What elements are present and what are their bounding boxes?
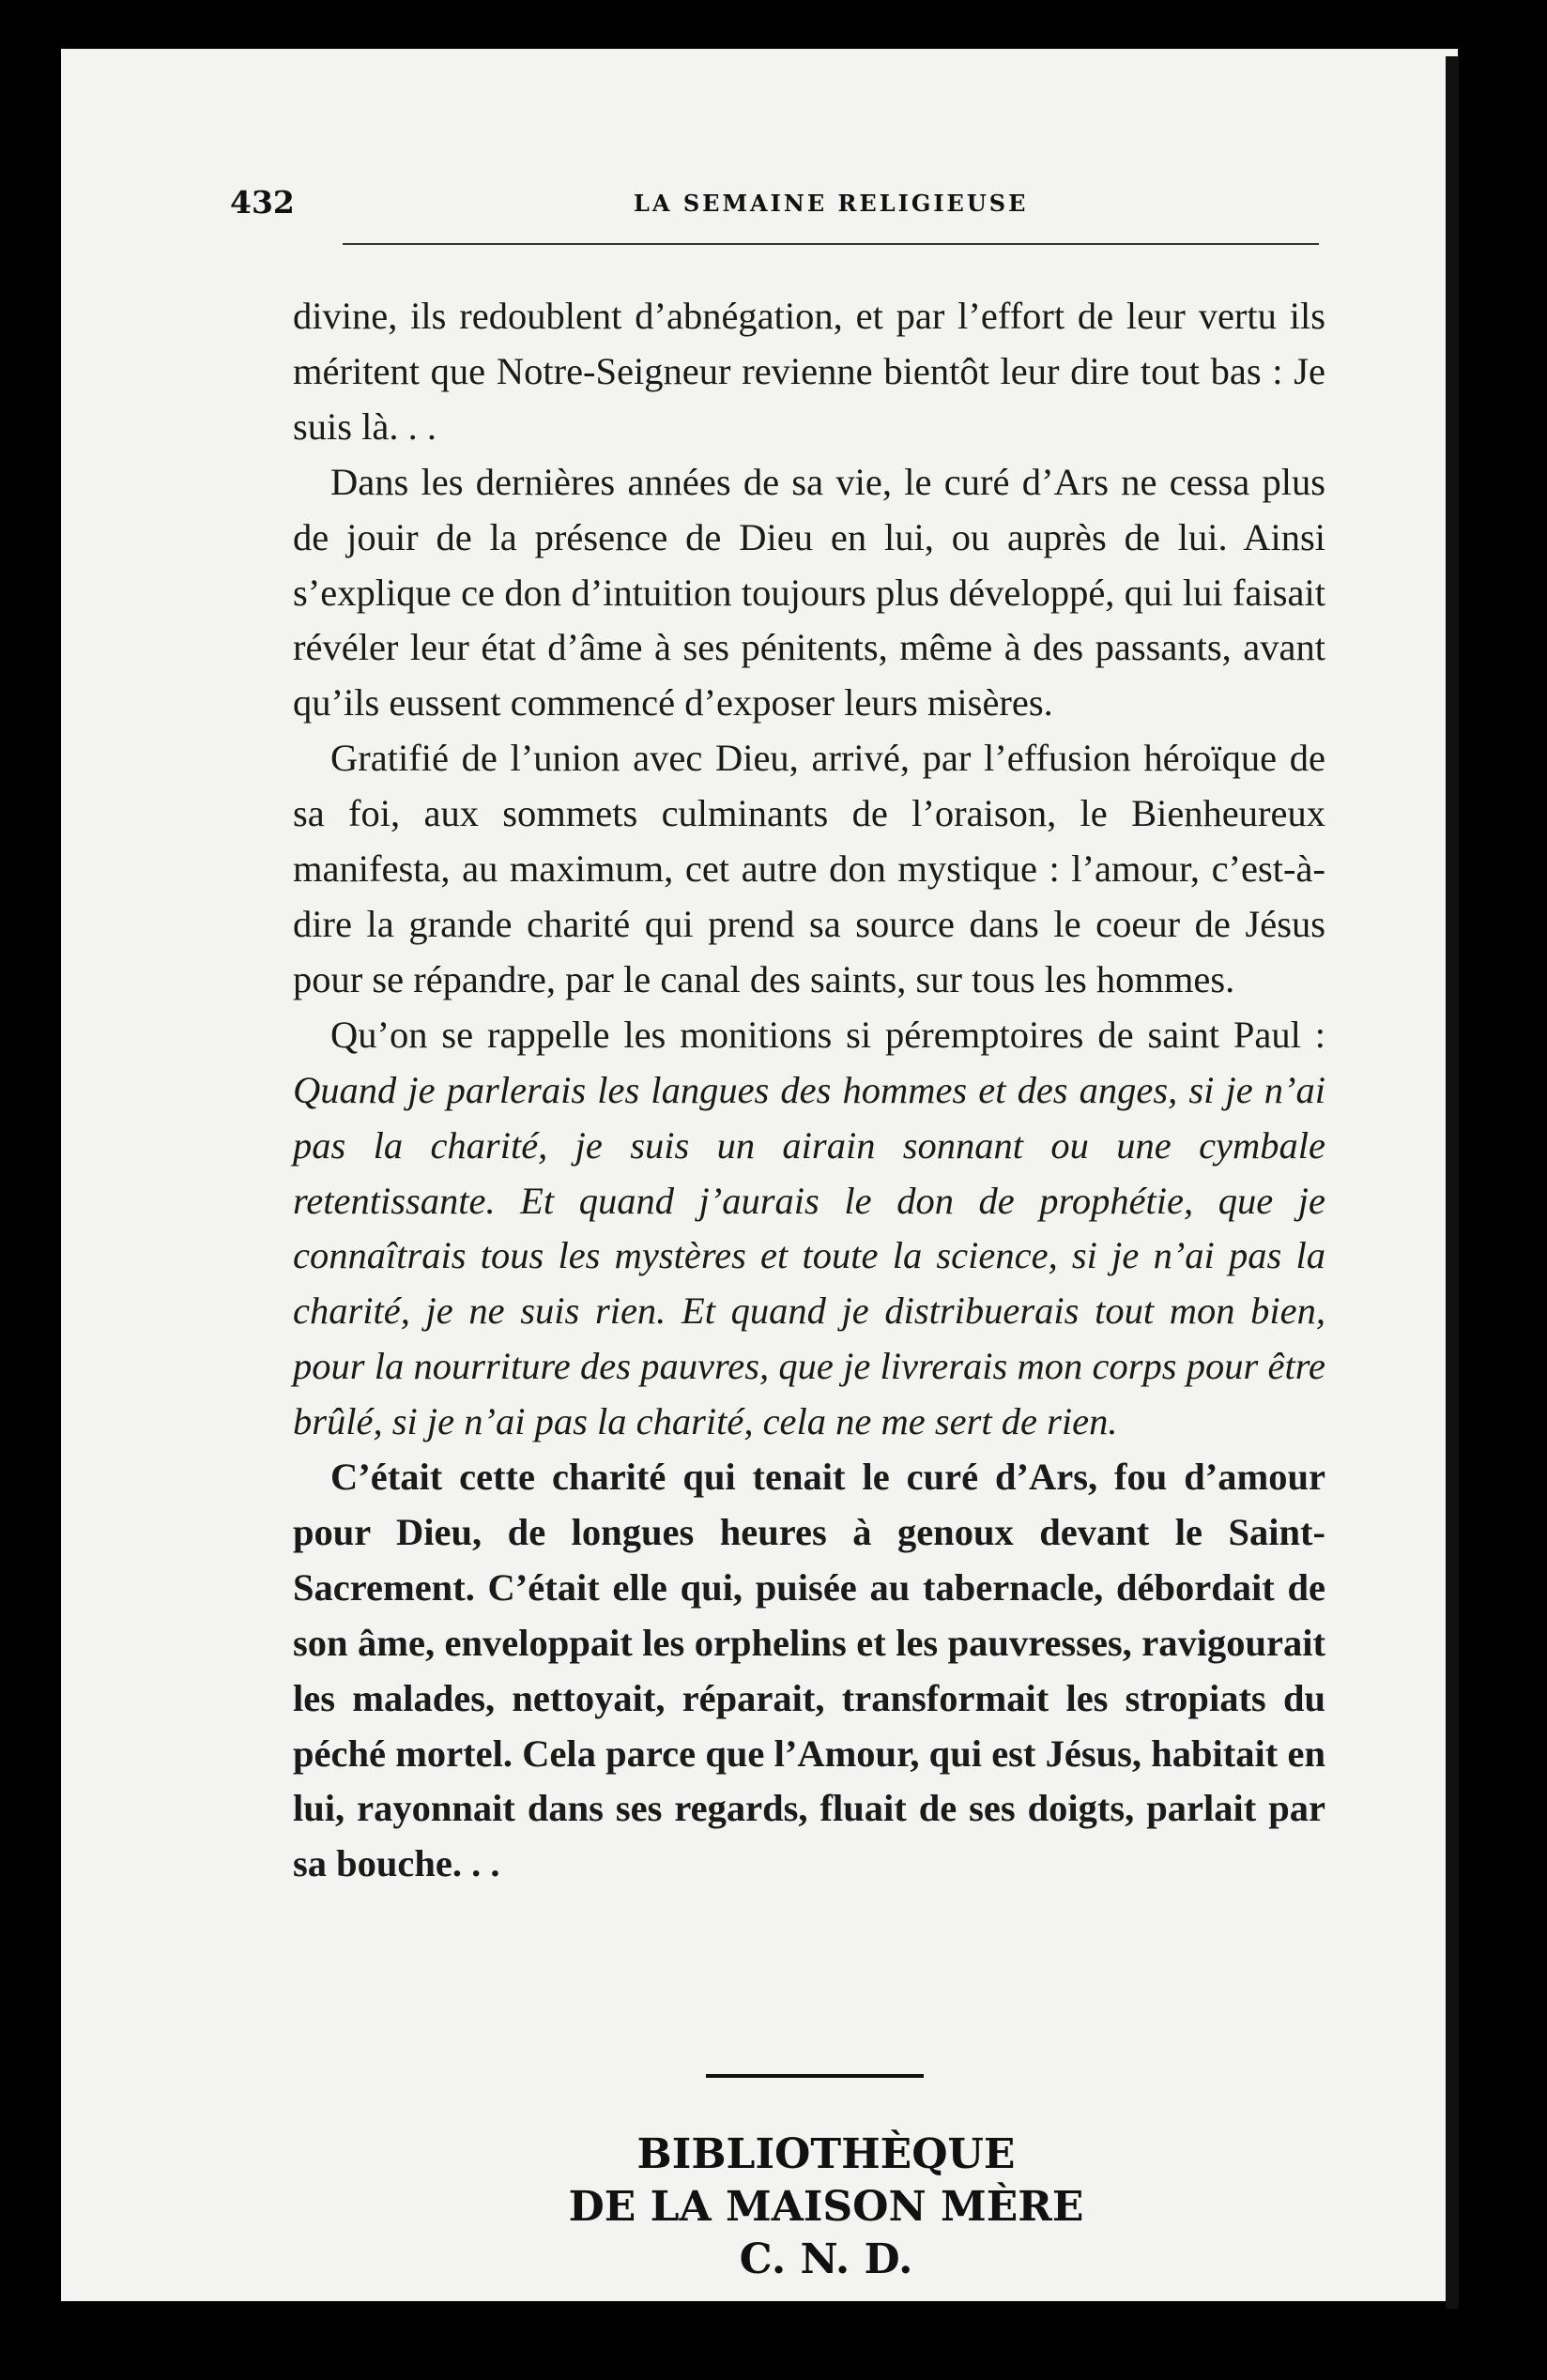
running-title: LA SEMAINE RELIGIEUSE bbox=[634, 190, 1029, 217]
body-text bbox=[293, 289, 1325, 1892]
quote-intro: Qu’on se rappelle les monitions si péremptoires de saint Paul : bbox=[330, 1013, 1325, 1056]
header-rule bbox=[343, 243, 1319, 245]
page-edge-border bbox=[1446, 56, 1459, 2309]
paragraph-continuation: divine, ils redoublent d’abnégation, et par l’effort de leur vertu ils méritent que Notre-Seigneur revienne bientôt leur dire tout bas : Je suis là. . . bbox=[293, 295, 1325, 448]
end-rule bbox=[706, 2074, 924, 2078]
paragraph-charity: Gratifié de l’union avec Dieu, arrivé, par l’effusion héroïque de sa foi, aux sommets culminants de l’oraison, le Bienheureux manifesta, au maximum, cet autre don mystique : l’amour, c’est-à-dire la grande charité qui prend sa source dans le coeur de Jésus pour se répandre, par le canal des saints, sur tous les hommes. bbox=[293, 737, 1325, 1000]
stamp-line-house: DE LA MAISON MÈRE bbox=[568, 2183, 1084, 2231]
stamp-line-library: BIBLIOTHÈQUE bbox=[636, 2130, 1016, 2178]
page-header bbox=[230, 184, 1319, 221]
stamp-line-initials: C. N. D. bbox=[739, 2235, 913, 2283]
paragraph-saint-paul bbox=[293, 1008, 1325, 1450]
paragraph-intuition: Dans les dernières années de sa vie, le curé d’Ars ne cessa plus de jouir de la présence de Dieu en lui, ou auprès de lui. Ainsi s’explique ce don d’intuition toujours plus développé, qui lui faisait révéler leur état d’âme à ses pénitents, même à des passants, avant qu’ils eussent commencé d’exposer leurs misères. bbox=[293, 460, 1325, 725]
paragraph-closing: C’était cette charité qui tenait le curé d’Ars, fou d’amour pour Dieu, de longues heures à genoux devant le Saint-Sacrement. C’était elle qui, puisée au tabernacle, débordait de son âme, enveloppait les orphelins et les pauvresses, ravigourait les malades, nettoyait, réparait, transformait les stropiats du péché mortel. Cela parce que l’Amour, qui est Jésus, habitait en lui, rayonnait dans ses regards, fluait de ses doigts, parlait par sa bouche. . . bbox=[293, 1456, 1325, 1885]
library-stamp bbox=[554, 2128, 1098, 2286]
saint-paul-quote: Quand je parlerais les langues des hommes et des anges, si je n’ai pas la charité, je suis un airain sonnant ou une cymbale retentissante. Et quand j’aurais le don de prophétie, que je connaîtrais tous les mystères et toute la science, si je n’ai pas la charité, je ne suis rien. Et quand je distribuerais tout mon bien, pour la nourriture des pauvres, que je livrerais mon corps pour être brûlé, si je n’ai pas la charité, cela ne me sert de rien. bbox=[293, 1068, 1325, 1443]
page-number: 432 bbox=[230, 184, 295, 221]
